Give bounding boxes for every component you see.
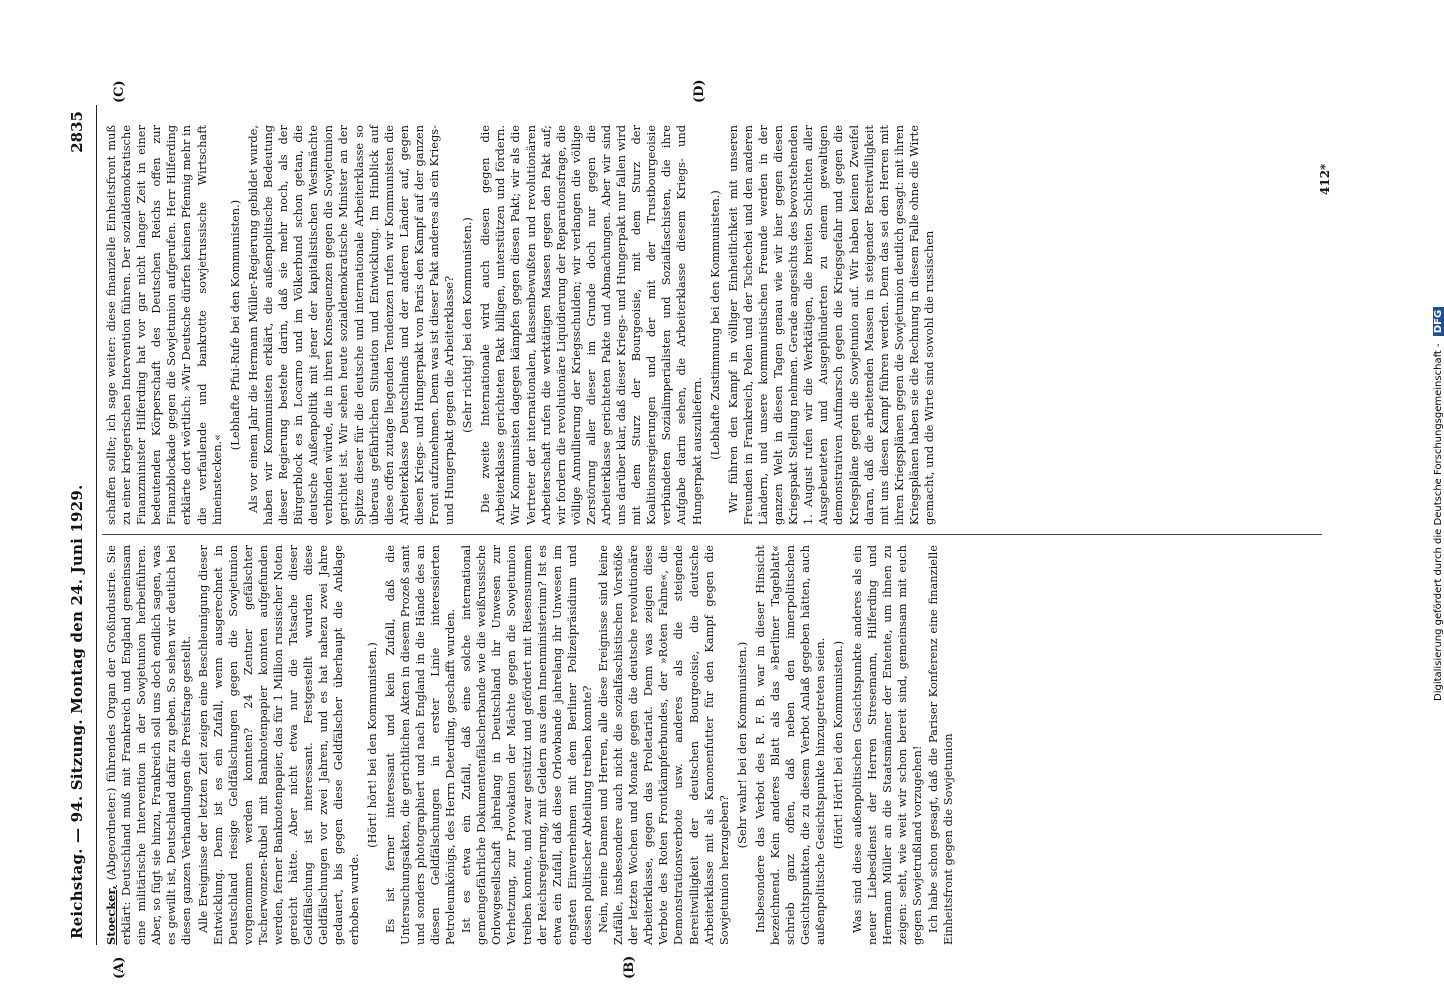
left-paragraph: Alle Ereignisse der letzten Zeit zeigen eine Beschleunigung dieser Entwicklung. Denn ist es ein Zufall, wenn ausgerechnet in Deutschland riesige Geldfälschungen gegen die Sowjetunion vorgenommen werden konnten? 24 Zentner gefälschter Tscherwonzen-Rubel mit Banknotenpapier konnten aufgefunden werden, ferner Banknotenpapier, das für 1 Million russischer Noten gereicht hätte. Aber nicht etwa nur die Tatsache dieser Geldfälschung ist interessant. Festgestellt wurden diese Geldfälschungen vor zwei Jahren, und es hat nahezu zwei Jahre gedauert, bis gegen diese Geldfälscher überhaupt die Anklage erhoben wurde. <box>195 545 361 945</box>
right-paragraph: Die zweite Internationale wird auch diesen gegen die Arbeiterklasse gerichteten Pakt billigen, unterstützen und fördern. Wir Kommunisten dagegen kämpfen gegen diesen Pakt; wir als die Vertreter der internationalen, klassenbewußten und revolutionären Arbeiterschaft rufen die werktätigen Massen gegen den Pakt auf; wir fordern die revolutionäre Liquidierung der Reparationsfrage, die völlige Annullierung der Kriegsschulden; wir verlangen die völlige Zerstörung aller dieser im Grunde doch nur gegen die Arbeiterklasse gerichteten Pakte und Abmachungen. Aber wir sind uns darüber klar, daß dieser Kriegs- und Hungerpakt nur fallen wird mit dem Sturz der Bourgeoisie, mit dem Sturz der Koalitionsregierungen und der mit der Trustbourgeoisie verbündeten Sozialimperialisten und Sozialfaschisten, die ihre Aufgabe darin sehen, die Arbeiterklasse diesem Kriegs- und Hungerpakt auszuliefern. <box>478 125 704 525</box>
right-paragraph: schaffen sollte; ich sage weiter: diese finanzielle Einheitsfront muß zu einer kriegerischen Intervention führen. Der sozialdemokratische Finanzminister Hilferding hat vor gar nicht langer Zeit in einer bedeutenden Körperschaft des Deutschen Reichs offen zur Finanzblockade gegen die Sowjetunion aufgerufen. Herr Hilferding erklärte dort wörtlich: »Wir Deutsche dürfen keinen Pfennig mehr in die verfaulende und bankrotte sowjetrussische Wirtschaft hineinstecken.« <box>104 125 224 525</box>
right-paragraph: Als vor einem Jahr die Hermann Müller-Regierung gebildet wurde, haben wir Kommunisten erklärt, die außenpolitische Bedeutung dieser Regierung bestehe darin, daß sie mehr noch, als der Bürgerblock es in Locarno und im Völkerbund schon getan, die deutsche Außenpolitik mit jener der kapitalistischen Westmächte verbinden würde, die in ihren Konsequenzen gegen die Sowjetunion gerichtet ist. Wir sehen heute sozialdemokratische Minister an der Spitze dieser für die deutsche und internationale Arbeiterklasse so überaus gefährlichen Situation und Entwicklung. Im Hinblick auf diese offen zutage liegenden Tendenzen rufen wir Kommunisten die Arbeiterklasse Deutschlands und der anderen Länder auf, gegen diesen Kriegs- und Hungerpakt von Paris den Kampf auf der ganzen Front aufzunehmen. Denn was ist dieser Pakt anderes als ein Kriegs- und Hungerpakt gegen die Arbeiterklasse? <box>245 125 457 525</box>
interjection: (Hört! hört! bei den Kommunisten.) <box>364 642 379 848</box>
interjection: (Lebhafte Zustimmung bei den Kommunisten.) <box>707 190 722 460</box>
digitization-credit <box>1418 8 1444 708</box>
digitization-text: Digitalisierung gefördert durch die Deutsche Forschungsgemeinschaft - <box>1433 343 1444 701</box>
left-paragraph: Es ist ferner interessant und kein Zufall, daß die Untersuchungsakten, die gerichtlichen Akten in diesem Prozeß samt und sonders photographiert und nach England in die Hände des an diesen Geldfälschungen in erster Linie interessierten Petroleumkönigs, des Herrn Deterding, geschafft wurden. <box>382 545 458 945</box>
column-divider <box>102 534 1322 535</box>
page-number: 2835 <box>68 111 86 153</box>
dfg-logo: DFG <box>1433 307 1444 336</box>
speaker-role: Abgeordneter: <box>104 792 118 876</box>
right-paragraph: Wir führen den Kampf in völliger Einheitlichkeit mit unseren Freunden in Frankreich, Polen und der Tschechei und den anderen Ländern, und unsere kommunistischen Freunde werden in der ganzen Welt in diesen Tagen genau wie wir hier gegen diesen Kriegspakt Stellung nehmen. Gerade angesichts des bevorstehenden 1. August rufen wir die Werktätigen, die breiten Schichten aller Ausgebeuteten und Ausgeplünderten zu einem gewaltigen demonstrativen Aufmarsch gegen die Kriegsgefahr und gegen die Kriegspläne gegen die Sowjetunion auf. Wir haben keinen Zweifel daran, daß die arbeitenden Massen in steigender Bereitwilligkeit mit uns diesen Kampf führen werden. Denn das sei den Herren mit ihren Kriegsplänen gegen die Sowjetunion deutlich gesagt: mit ihren Kriegsplänen haben sie die Rechnung in diesem Falle ohne die Wirte gemacht, und die Wirte sind sowohl die russischen <box>725 125 936 525</box>
margin-mark-a: (A) <box>112 956 127 979</box>
page-header <box>62 105 97 945</box>
left-paragraph: Insbesondere das Verbot des R. F. B. war in dieser Hinsicht bezeichnend. Kein anderes Blatt als das »Berliner Tageblatt« schrieb ganz offen, daß neben den innerpolitischen Gesichtspunkten, die zu diesem Verbot Anlaß gegeben hätten, auch außenpolitische Gesichtspunkte hinzugetreten seien. <box>752 545 828 945</box>
left-paragraph: Nein, meine Damen und Herren, alle diese Ereignisse sind keine Zufälle, insbesondere auch nicht die sozialfaschistischen Vorstöße der letzten Wochen und Monate gegen die deutsche revolutionäre Arbeiterklasse, gegen das Proletariat. Denn was zeigen diese Verbote des Roten Frontkämpferbundes, der »Roten Fahne«, die Demonstrationsverbote usw. anderes als die steigende Bereitwilligkeit der deutschen Bourgeoisie, die deutsche Arbeiterklasse mit als Kanonenfutter für den Kampf gegen die Sowjetunion herzugeben? <box>596 545 731 945</box>
margin-mark-d: (D) <box>692 79 707 103</box>
interjection: (Hört! Hört! bei den Kommunisten.) <box>831 640 846 850</box>
left-paragraph: Ist es etwa ein Zufall, daß eine solche international gemeingefährliche Dokumentenfälscherbande wie die weißrussische Orlowgesellschaft jahrelang in Deutschland ihr Unwesen zur Verhetzung, zur Provokation der Mächte gegen die Sowjetunion treiben konnte, und zwar gestützt und gefördert mit Riesensummen der Reichsregierung, mit Geldern aus dem Innenministerium? Ist es etwa ein Zufall, daß diese Orlowbande jahrelang ihr Unwesen im engsten Einvernehmen mit dem Berliner Polizeipräsidium und dessen politischer Abteilung treiben konnte? <box>459 545 594 945</box>
left-paragraph: führendes Organ der Großindustrie. Sie erklärt: Deutschland muß mit Frankreich und England gemeinsam eine militärische Intervention in der Sowjetunion herbeiführen. Aber, so fügt sie hinzu, Frankreich soll uns doch endlich sagen, was es gewillt ist, Deutschland dafür zu geben. So sehen wir deutlich bei diesen ganzen Verhandlungen die Preisfrage gestellt. <box>104 545 194 945</box>
signature-mark: 412* <box>1318 163 1332 195</box>
speaker-name: Stoecker, <box>104 885 118 945</box>
rotated-document-page <box>62 79 1372 979</box>
margin-mark-b: (B) <box>622 955 637 979</box>
interjection: (Lebhafte Pfui-Rufe bei den Kommunisten.) <box>227 199 242 451</box>
left-column <box>104 545 957 945</box>
left-paragraph: Ich habe schon gesagt, daß die Pariser Konferenz eine finanzielle Einheitsfront gegen die Sowjetunion <box>925 545 956 945</box>
left-paragraph: Was sind diese außenpolitischen Gesichtspunkte anderes als ein neuer Liebesdienst der Herren Stresemann, Hilferding und Hermann Müller an die Staatsmänner der Entente, um ihnen zu zeigen: seht, wie weit wir schon bereit sind, gemeinsam mit euch gegen Sowjetrußland vorzugehen! <box>849 545 924 945</box>
margin-mark-c: (C) <box>112 80 127 103</box>
interjection: (Sehr wahr! bei den Kommunisten.) <box>734 641 749 849</box>
interjection: (Sehr richtig! bei den Kommunisten.) <box>460 217 475 433</box>
header-title: Reichstag. — 94. Sitzung. Montag den 24. Juni 1929. <box>68 484 86 939</box>
right-column <box>104 125 938 525</box>
speaker-line: Stoecker, (Abgeordneter:) führendes Organ der Großindustrie. Sie erklärt: Deutschland muß mit Frankreich und England gemeinsam eine militärische Intervention in der Sowjetunion herbeiführen. Aber, so fügt sie hinzu, Frankreich soll uns doch endlich sagen, was es gewillt ist, Deutschland dafür zu geben. So sehen wir deutlich bei diesen ganzen Verhandlungen die Preisfrage gestellt. <box>104 545 194 945</box>
